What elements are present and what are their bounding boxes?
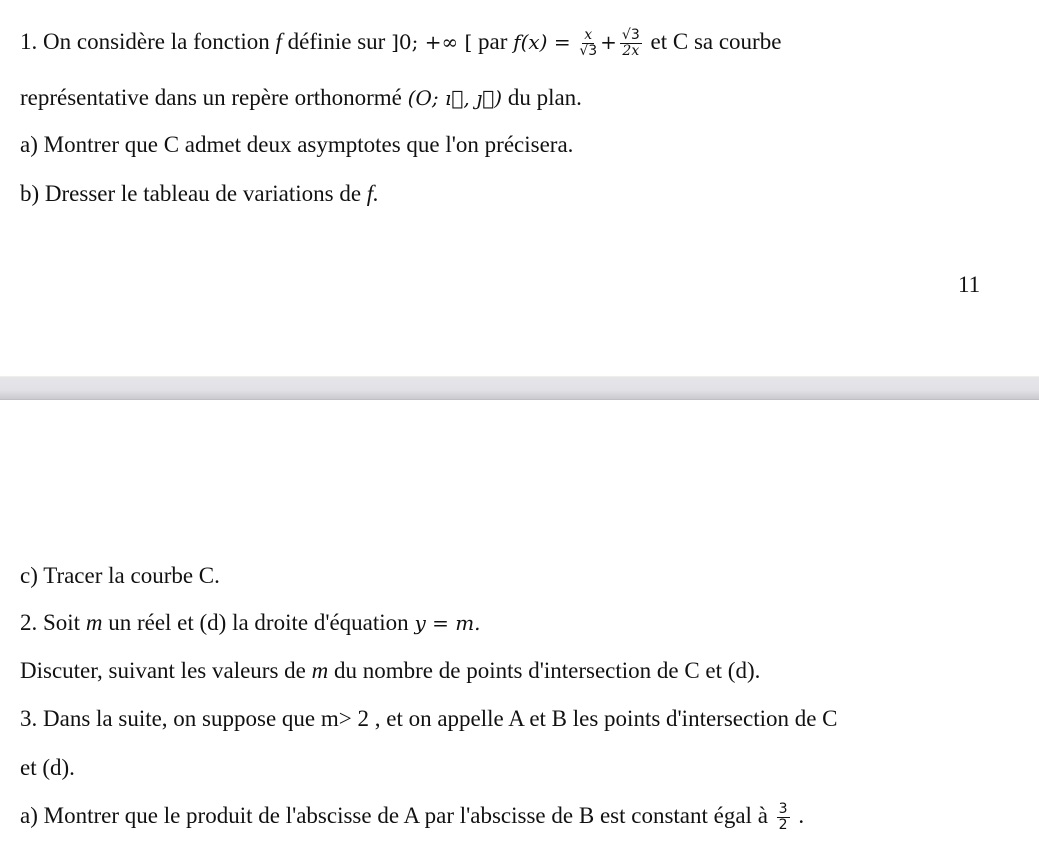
math-fx: f(x) = <box>513 30 571 54</box>
question-3a <box>20 802 804 833</box>
math-repere: (O; ı⃗, ȷ⃗) <box>407 86 503 110</box>
text: du plan. <box>502 85 582 110</box>
text: et C sa courbe <box>644 29 782 54</box>
text: par <box>472 29 514 54</box>
question-3-line-2: et (d). <box>20 755 75 780</box>
math-m: m <box>311 658 329 683</box>
fraction <box>777 802 790 833</box>
text: du nombre de points d'intersection de C et (d). <box>328 658 761 683</box>
text: représentative dans un repère orthonormé <box>20 85 408 110</box>
math-interval: ]0; +∞ [ <box>391 30 473 54</box>
denominator: √3 <box>579 43 598 60</box>
page-separator <box>0 376 1039 400</box>
question-2-line-1 <box>20 609 481 637</box>
text: définie sur <box>281 29 392 54</box>
text: a) Montrer que le produit de l'abscisse de A par l'abscisse de B est constant égal à <box>20 803 774 828</box>
math-f: f. <box>366 181 379 206</box>
denominator: 2x <box>622 43 640 60</box>
math-equation: y = m. <box>414 611 481 635</box>
math-f: f <box>275 29 282 54</box>
text: . <box>792 803 805 828</box>
question-1-line-2 <box>20 84 582 112</box>
text: b) Dresser le tableau de variations de <box>20 181 367 206</box>
page-number: 11 <box>958 272 981 297</box>
question-1b <box>20 180 379 208</box>
text: un réel et (d) la droite d'équation <box>102 610 415 635</box>
question-2-line-2 <box>20 657 760 685</box>
plus: + <box>600 30 617 54</box>
text: 2. Soit <box>20 610 86 635</box>
question-3-line-1: 3. Dans la suite, on suppose que m> 2 , et on appelle A et B les points d'intersection de C <box>20 706 838 731</box>
numerator: x <box>584 27 593 44</box>
fraction <box>579 28 597 59</box>
math-m: m <box>85 610 103 635</box>
question-1-line-1 <box>20 28 781 59</box>
text: 1. On considère la fonction <box>20 29 276 54</box>
question-1a: a) Montrer que C admet deux asymptotes que l'on précisera. <box>20 132 574 157</box>
question-1c: c) Tracer la courbe C. <box>20 563 220 588</box>
denominator: 2 <box>778 817 788 834</box>
numerator: 3 <box>778 801 788 818</box>
text: Discuter, suivant les valeurs de <box>20 658 312 683</box>
numerator: √3 <box>621 27 640 44</box>
fraction <box>620 28 642 59</box>
